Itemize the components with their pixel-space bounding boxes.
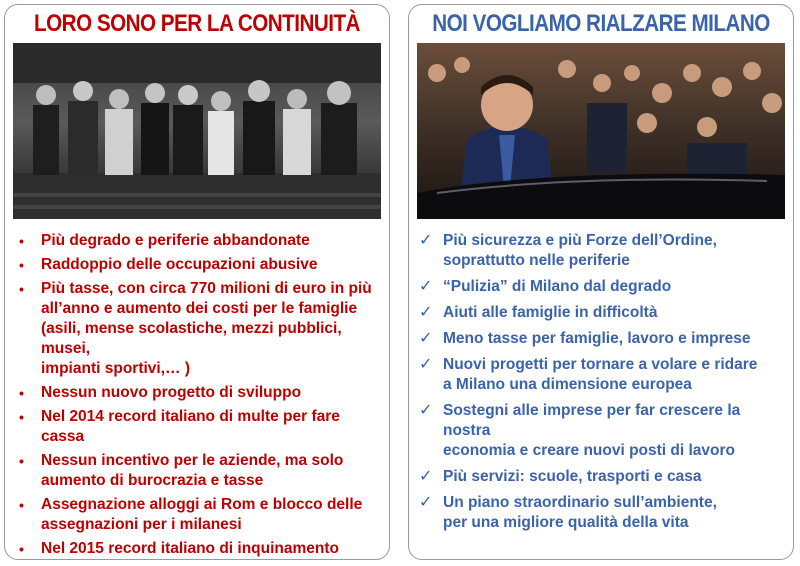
item-text-line: Più servizi: scuole, trasporti e casa	[443, 468, 702, 485]
right-list-item	[419, 355, 787, 395]
left-list-item	[15, 539, 383, 559]
left-list-item	[15, 407, 383, 447]
left-list-item	[15, 495, 383, 535]
right-list-item	[419, 493, 787, 533]
item-text-line: “Pulizia” di Milano dal degrado	[443, 278, 672, 295]
checkmark-icon: ✓	[419, 468, 433, 485]
left-panel-title: LORO SONO PER LA CONTINUITÀ	[34, 10, 360, 37]
item-text-line: Nel 2015 record italiano di inquinamento	[41, 540, 340, 557]
bullet-icon: •	[19, 233, 24, 249]
item-text-line: Più sicurezza e più Forze dell’Ordine,	[443, 232, 717, 249]
item-text-line: Sostegni alle imprese per far crescere la nostra	[443, 402, 741, 439]
right-list-item	[419, 277, 787, 297]
bullet-icon: •	[19, 385, 24, 401]
checkmark-icon: ✓	[419, 304, 433, 321]
left-list-item	[15, 279, 383, 379]
item-text-line: Assegnazione alloggi ai Rom e blocco delle	[41, 496, 363, 513]
right-panel-title: NOI VOGLIAMO RIALZARE MILANO	[432, 10, 770, 37]
item-text-line: aumento di burocrazia e tasse	[41, 472, 264, 489]
checkmark-icon: ✓	[419, 402, 433, 419]
item-text-line: Meno tasse per famiglie, lavoro e imprese	[443, 330, 751, 347]
right-list-item	[419, 329, 787, 349]
checkmark-icon: ✓	[419, 278, 433, 295]
item-text-line: Nuovi progetti per tornare a volare e ridare	[443, 356, 758, 373]
item-text-line: Più degrado e periferie abbandonate	[41, 232, 310, 249]
left-group-photo	[13, 43, 381, 219]
item-text-line: (asili, mense scolastiche, mezzi pubblici, musei,	[41, 320, 342, 357]
right-panel	[408, 4, 794, 560]
item-text-line: economia e creare nuovi posti di lavoro	[443, 442, 736, 459]
item-text-line: Aiuti alle famiglie in difficoltà	[443, 304, 658, 321]
item-text-line: impianti sportivi,… )	[41, 360, 190, 377]
item-text-line: Raddoppio delle occupazioni abusive	[41, 256, 318, 273]
checkmark-icon: ✓	[419, 232, 433, 249]
right-crowd-photo	[417, 43, 785, 219]
item-text-line: Nessun nuovo progetto di sviluppo	[41, 384, 302, 401]
right-list-item	[419, 467, 787, 487]
bullet-icon: •	[19, 453, 24, 469]
item-text-line: soprattutto nelle periferie	[443, 252, 630, 269]
right-list-item	[419, 231, 787, 271]
left-list-item	[15, 383, 383, 403]
right-list-item	[419, 303, 787, 323]
left-panel	[4, 4, 390, 560]
item-text-line: all’anno e aumento dei costi per le famiglie	[41, 300, 358, 317]
right-list-item	[419, 401, 787, 461]
bullet-icon: •	[19, 409, 24, 425]
item-text-line: Nessun incentivo per le aziende, ma solo	[41, 452, 344, 469]
item-text-line: Nel 2014 record italiano di multe per fare cassa	[41, 408, 340, 445]
checkmark-icon: ✓	[419, 356, 433, 373]
left-list-item	[15, 451, 383, 491]
item-text-line: a Milano una dimensione europea	[443, 376, 692, 393]
bullet-icon: •	[19, 281, 24, 297]
bullet-icon: •	[19, 257, 24, 273]
right-points-list	[419, 231, 787, 539]
bullet-icon: •	[19, 541, 24, 557]
item-text-line: Un piano straordinario sull’ambiente,	[443, 494, 717, 511]
item-text-line: assegnazioni per i milanesi	[41, 516, 242, 533]
item-text-line: per una migliore qualità della vita	[443, 514, 689, 531]
left-list-item	[15, 231, 383, 251]
left-points-list	[15, 231, 383, 560]
left-list-item	[15, 255, 383, 275]
checkmark-icon: ✓	[419, 494, 433, 511]
bullet-icon: •	[19, 497, 24, 513]
checkmark-icon: ✓	[419, 330, 433, 347]
item-text-line: Più tasse, con circa 770 milioni di euro in più	[41, 280, 372, 297]
